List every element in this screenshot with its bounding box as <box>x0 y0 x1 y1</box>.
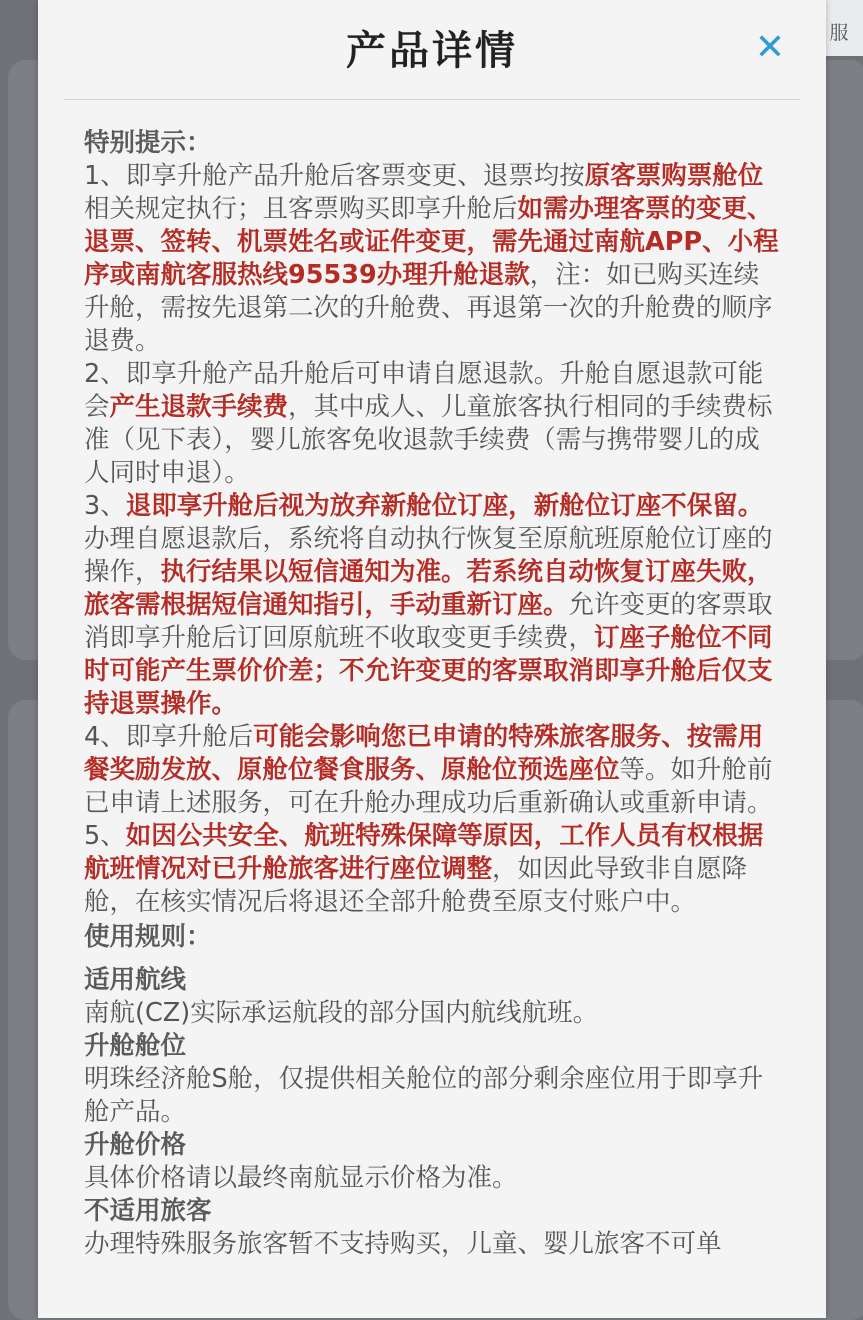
notice-text: 相关规定执行；且客票购买即享升舱后 <box>84 194 518 224</box>
highlight-text: 原客票购票舱位 <box>584 161 764 191</box>
notice-text: 等。如升舱前已申请上述服务，可在升舱办理成功后重新确认或重新申请。 <box>84 755 773 818</box>
highlight-text: 产生退款手续费 <box>109 392 289 422</box>
rule-section-title: 升舱舱位 <box>84 1031 187 1061</box>
notice-text: 1、即享升舱产品升舱后客票变更、退票均按 <box>84 161 585 191</box>
notice-list <box>84 160 784 919</box>
divider <box>64 99 800 100</box>
rule-section-title: 不适用旅客 <box>84 1196 212 1226</box>
notice-item <box>84 490 784 721</box>
rule-section-body: 明珠经济舱S舱，仅提供相关舱位的部分剩余座位用于即享升舱产品。 <box>84 1064 764 1127</box>
rule-section-body: 南航(CZ)实际承运航段的部分国内航线航班。 <box>84 998 599 1028</box>
rules-heading: 使用规则： <box>84 922 212 952</box>
notice-text: ，如因此导致非自愿降舱，在核实情况后将退还全部升舱费至原支付账户中。 <box>84 854 748 917</box>
notice-text: 5、 <box>84 821 126 851</box>
highlight-text: 如因公共安全、航班特殊保障等原因，工作人员有权根据航班情况对已升舱旅客进行座位调整 <box>84 821 764 884</box>
notice-text: 3、 <box>84 491 126 521</box>
notice-text: 2、即享升舱产品升舱后可申请自愿退款。升舱自愿退款可能会 <box>84 359 764 422</box>
modal-content <box>84 127 784 1261</box>
product-detail-modal <box>38 0 826 1318</box>
rule-section-body: 具体价格请以最终南航显示价格为准。 <box>84 1163 518 1193</box>
notice-item <box>84 820 784 919</box>
notice-item <box>84 358 784 490</box>
highlight-text: 退即享升舱后视为放弃新舱位订座，新舱位订座不保留。 <box>125 491 764 521</box>
highlight-text: 如需办理客票的变更、退票、签转、机票姓名或证件变更，需先通过南航APP、小程序或南航客服热线95539办理升舱退款 <box>84 194 779 290</box>
notice-item <box>84 721 784 820</box>
close-icon[interactable]: ✕ <box>754 27 786 68</box>
rule-section-body: 办理特殊服务旅客暂不支持购买，儿童、婴儿旅客不可单 <box>84 1229 722 1259</box>
rules-list <box>84 964 784 1261</box>
modal-header <box>38 0 826 100</box>
notice-text: ，其中成人、儿童旅客执行相同的手续费标准（见下表），婴儿旅客免收退款手续费（需与携带婴儿的成人同时申退）。 <box>84 392 773 488</box>
notice-item <box>84 160 784 358</box>
notice-text: 4、即享升舱后 <box>84 722 254 752</box>
notice-text: 办理自愿退款后，系统将自动执行恢复至原航班原舱位订座的操作， <box>84 524 773 587</box>
side-tab-label: 服 <box>829 22 849 44</box>
highlight-text: 执行结果以短信通知为准。若系统自动恢复订座失败，旅客需根据短信通知指引，手动重新订座。 <box>84 557 773 620</box>
highlight-text: 可能会影响您已申请的特殊旅客服务、按需用餐奖励发放、原舱位餐食服务、原舱位预选座位 <box>84 722 764 785</box>
rule-section-title: 升舱价格 <box>84 1130 187 1160</box>
rule-section-title: 适用航线 <box>84 965 187 995</box>
notice-heading: 特别提示： <box>84 128 212 158</box>
highlight-text: 订座子舱位不同时可能产生票价价差；不允许变更的客票取消即享升舱后仅支持退票操作。 <box>84 623 773 719</box>
notice-text: ，注：如已购买连续升舱，需按先退第二次的升舱费、再退第一次的升舱费的顺序退费。 <box>84 260 773 356</box>
notice-text: 允许变更的客票取消即享升舱后订回原航班不收取变更手续费， <box>84 590 773 653</box>
modal-title: 产品详情 <box>346 28 518 74</box>
